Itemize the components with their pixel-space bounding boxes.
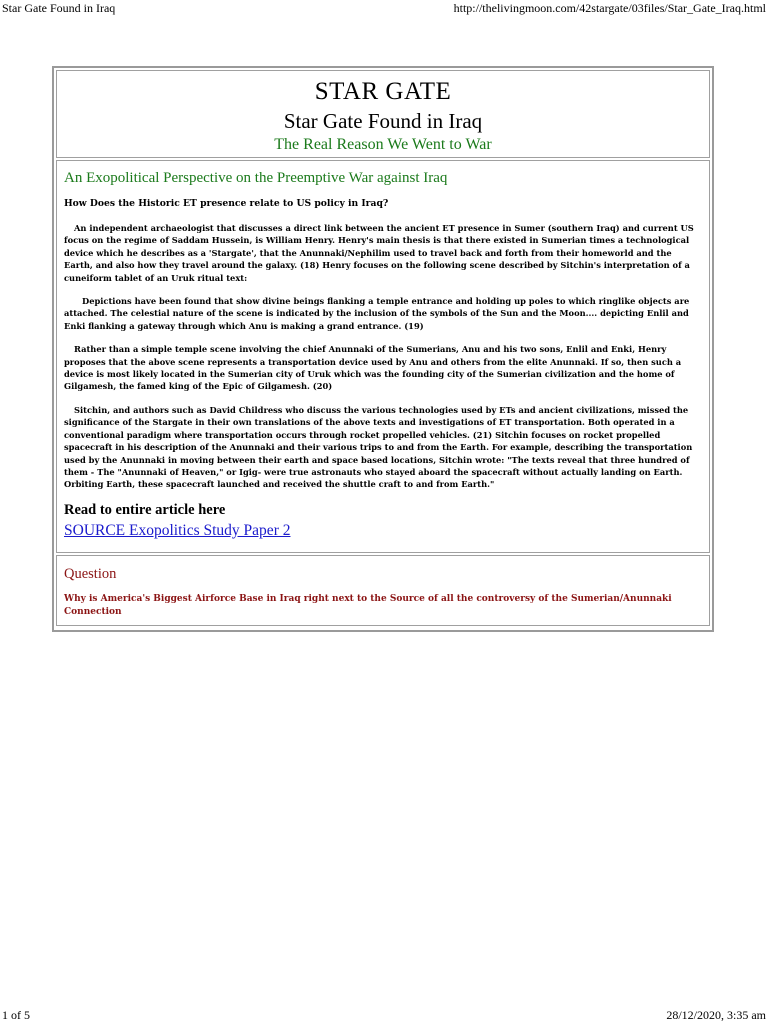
read-more-text: Read to entire article here (64, 501, 226, 518)
page-number: 1 of 5 (2, 1008, 30, 1022)
question-block (56, 555, 710, 626)
source-link[interactable]: SOURCE Exopolitics Study Paper 2 (64, 521, 291, 539)
page-title: STAR GATE (314, 78, 452, 105)
print-header-url: http://thelivingmoon.com/42stargate/03files/Star_Gate_Iraq.html (453, 1, 766, 15)
print-header-title: Star Gate Found in Iraq (2, 1, 116, 15)
page-tagline: The Real Reason We Went to War (274, 136, 492, 153)
article-heading: An Exopolitical Perspective on the Preemptive War against Iraq (64, 170, 448, 186)
article-paragraph: Sitchin, and authors such as David Childress who discuss the various technologies used by ETs and ancient civilizations, missed the significance of the Stargate in their own translations of the above texts and investigations of ET transportation. Both operated in a conventional paradigm where transportation occurs through rocket propelled vehicles. (21) Sitchin focuses on rocket propelled spacecraft in his description of the Anunnaki and their various trips to and from the Earth. For example, describing the transportation used by the Anunnaki in moving between their earth and space based locations, Sitchin wrote: "The texts reveal that three hundred of them - The "Anunnaki of Heaven," or Igig- were true astronauts who stayed aboard the spacecraft without actually landing on Earth. Orbiting Earth, these spacecraft launched and received the shuttle craft to and from Earth." (64, 404, 693, 490)
article-paragraph: Rather than a simple temple scene involving the chief Anunnaki of the Sumerians, Anu and his two sons, Enlil and Enki, Henry proposes that the above scene represents a transportation device used by Anu and others from the elite Anunnaki. If so, then such a device is most likely located in the Sumerian city of Uruk which was the founding city of the Sumerian civilization and the home of Gilgamesh, the famed king of the Epic of Gilgamesh. (20) (64, 344, 682, 392)
article-quote-paragraph: Depictions have been found that show divine beings flanking a temple entrance and holding up poles to which ringlike objects are attached. The celestial nature of the scene is indicated by the inclusion of the symbols of the Sun and the Moon.... depicting Enlil and Enki flanking a gateway through which Anu is making a grand entrance. (19) (64, 296, 690, 331)
print-timestamp: 28/12/2020, 3:35 am (666, 1008, 766, 1022)
question-heading: Question (64, 566, 117, 582)
print-footer (2, 1006, 766, 1024)
article-paragraph: An independent archaeologist that discusses a direct link between the ancient ET presence in Sumer (southern Iraq) and current US focus on the regime of Saddam Hussein, is William Henry. Henry's main thesis is that there existed in Sumerian times a technological device which he describes as a 'Stargate', that the Anunnaki/Nephilim used to travel back and forth from their homeworld and the Earth, and also how they travel around the galaxy. (18) Henry focuses on the following scene described by Sitchin's interpretation of a cuneiform tablet of an Uruk ritual text: (64, 223, 694, 283)
article-subheading: How Does the Historic ET presence relate to US policy in Iraq? (64, 198, 389, 209)
page-subtitle: Star Gate Found in Iraq (283, 109, 483, 133)
content-frame (52, 66, 714, 632)
article-block (56, 160, 710, 553)
title-block (56, 70, 710, 158)
question-text: Why is America's Biggest Airforce Base in Iraq right next to the Source of all the controversy of the Sumerian/Anunnaki Connection (64, 594, 672, 617)
print-header (2, 0, 766, 16)
